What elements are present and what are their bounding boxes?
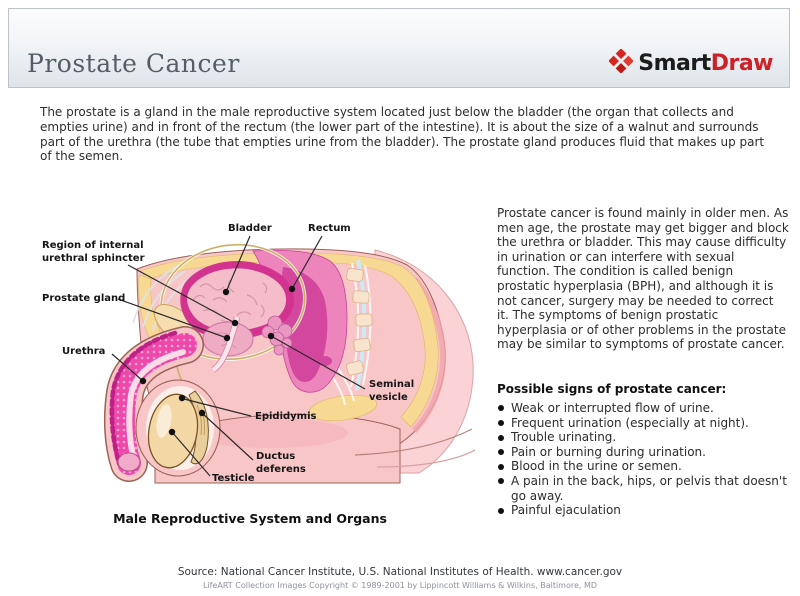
marker-dot-rectum [289, 286, 295, 292]
page-title: Prostate Cancer [27, 49, 240, 78]
info-paragraph: Prostate cancer is found mainly in older men. As men age, the prostate may get bigger and block the urethra or bladder. This may cause difficulty in urination or can interfere with sexual function. The condition is called benign prostatic hyperplasia (BPH), and although it is not cancer, surgery may be needed to correct it. The symptoms of benign prostatic hyperplasia or of other problems in the prostate may be similar to symptoms of prostate cancer. [497, 206, 789, 352]
label-rectum: Rectum [308, 223, 351, 234]
footer-source: Source: National Cancer Institute, U.S. National Institutes of Health. www.cancer.gov [177, 566, 623, 578]
sign-text: Trouble urinating. [511, 430, 617, 445]
marker-dot-prostate [224, 335, 230, 341]
marker-dot-testicle [169, 429, 175, 435]
list-item [497, 503, 789, 518]
anatomy-illustration [25, 205, 475, 535]
figure-caption: Male Reproductive System and Organs [113, 511, 387, 526]
bullet-icon [498, 464, 504, 470]
sign-text: Painful ejaculation [511, 503, 621, 518]
label-sphincter-line1: Region of internal [42, 240, 144, 251]
label-sphincter-line2: urethral sphincter [42, 253, 145, 264]
marker-dot-epididymis [179, 395, 185, 401]
right-column [497, 206, 789, 518]
brand-text-smart: Smart [638, 50, 711, 76]
marker-dot-ductus [199, 410, 205, 416]
label-bladder: Bladder [228, 223, 272, 234]
sign-text: Frequent urination (especially at night). [511, 415, 749, 430]
label-ductus-line1: Ductus [256, 451, 296, 462]
bullet-icon [498, 478, 504, 484]
label-urethra: Urethra [62, 346, 106, 357]
list-item [497, 445, 789, 460]
label-epididymis: Epididymis [255, 411, 317, 422]
brand-wordmark [638, 51, 773, 76]
signs-list [497, 401, 789, 518]
diamonds-icon [609, 49, 633, 77]
marker-dot-bladder [223, 289, 229, 295]
header-bar [8, 8, 790, 88]
marker-dot-seminal [268, 333, 274, 339]
label-testicle: Testicle [212, 473, 255, 484]
list-item [497, 416, 789, 431]
bullet-icon [498, 420, 504, 426]
sign-text: Blood in the urine or semen. [511, 459, 682, 474]
bullet-icon [498, 405, 504, 411]
sign-text: A pain in the back, hips, or pelvis that doesn't go away. [511, 473, 787, 503]
list-item [497, 430, 789, 445]
label-seminal-line2: vesicle [369, 392, 408, 403]
brand-logo [609, 49, 773, 77]
marker-dot-sphincter [232, 320, 238, 326]
signs-heading: Possible signs of prostate cancer: [497, 381, 727, 396]
footer-copyright: LifeART Collection Images Copyright © 1989-2001 by Lippincott Williams & Wilkins, Baltimore, MD [202, 581, 598, 590]
label-seminal-line1: Seminal [369, 379, 415, 390]
list-item [497, 401, 789, 416]
label-ductus-line2: deferens [256, 464, 306, 475]
intro-paragraph: The prostate is a gland in the male reproductive system located just below the bladder (the organ that collects and empties urine) and in front of the rectum (the lower part of the intestine). It is about the size of a walnut and surrounds part of the urethra (the tube that empties urine from the bladder). The prostate gland produces fluid that makes up part of the semen. [40, 105, 765, 164]
bullet-icon [498, 435, 504, 441]
label-prostate: Prostate gland [42, 293, 126, 304]
brand-text-draw: Draw [710, 50, 773, 76]
sign-text: Pain or burning during urination. [511, 444, 706, 459]
bullet-icon [498, 508, 504, 514]
list-item [497, 474, 789, 503]
bullet-icon [498, 449, 504, 455]
sign-text: Weak or interrupted flow of urine. [511, 400, 714, 415]
marker-dot-urethra [140, 378, 146, 384]
list-item [497, 459, 789, 474]
